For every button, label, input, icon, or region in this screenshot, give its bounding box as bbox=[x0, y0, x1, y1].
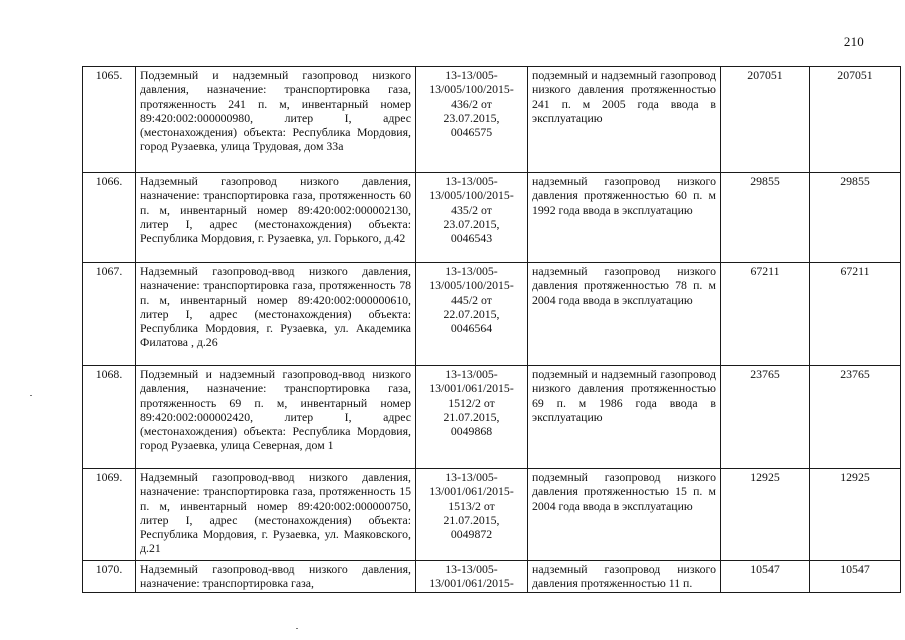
registration-line: 13/005/100/2015- bbox=[429, 188, 514, 203]
object-description-cell: Надземный газопровод-ввод низкого давления, назначение: транспортировка газа, протяженность 15 п. м, инвентарный номер 89:420:002:000000750, литер I, адрес (местонахождения) объекта: Республика Мордовия, г. Рузаевка, ул. Маяковского, д.21 bbox=[136, 469, 416, 561]
registration-line: 1513/2 от bbox=[448, 498, 495, 513]
value-cell-1: 29855 bbox=[721, 173, 810, 263]
table-row bbox=[83, 263, 901, 366]
row-number-cell: 1068. bbox=[83, 366, 136, 469]
object-description-cell: Надземный газопровод низкого давления, назначение: транспортировка газа, протяженность 60 п. м, инвентарный номер 89:420:002:000002130, литер I, адрес (местонахождения) объекта: Республика Мордовия, г. Рузаевка, ул. Горького, д.42 bbox=[136, 173, 416, 263]
registration-record-cell bbox=[416, 561, 528, 593]
scan-speck bbox=[30, 395, 32, 396]
row-number-cell: 1069. bbox=[83, 469, 136, 561]
table-row bbox=[83, 469, 901, 561]
value-cell-1: 12925 bbox=[721, 469, 810, 561]
registration-record-cell bbox=[416, 366, 528, 469]
value-cell-1: 67211 bbox=[721, 263, 810, 366]
registration-record-cell bbox=[416, 469, 528, 561]
value-cell-2: 23765 bbox=[810, 366, 901, 469]
registration-line: 22.07.2015, bbox=[443, 306, 500, 321]
registration-line: 0046564 bbox=[450, 321, 493, 336]
row-number-cell: 1067. bbox=[83, 263, 136, 366]
object-description-cell: Подземный и надземный газопровод-ввод низкого давления, назначение: транспортировка газа, протяженность 69 п. м, инвентарный номер 89:420:002:000002420, литер I, адрес (местонахождения) объекта: Республика Мордовия, город Рузаевка, улица Северная, дом 1 bbox=[136, 366, 416, 469]
value-cell-1: 207051 bbox=[721, 67, 810, 173]
registration-line: 13/001/061/2015- bbox=[429, 484, 514, 499]
registration-line: 13-13/005- bbox=[445, 68, 498, 82]
table-row bbox=[83, 561, 901, 593]
page-number: 210 bbox=[843, 34, 864, 49]
object-description-cell: Подземный и надземный газопровод низкого давления, назначение: транспортировка газа, протяженность 241 п. м, инвентарный номер 89:420:002:000000980, литер I, адрес (местонахождения) объекта: Республика Мордовия, город Рузаевка, улица Трудовая, дом 33а bbox=[136, 67, 416, 173]
registration-line: 23.07.2015, bbox=[443, 110, 500, 125]
registration-line: 21.07.2015, bbox=[443, 409, 500, 424]
register-body bbox=[83, 67, 901, 593]
registration-line: 13-13/005- bbox=[445, 174, 498, 188]
row-number-cell: 1065. bbox=[83, 67, 136, 173]
registration-line: 0049868 bbox=[450, 424, 493, 439]
registration-line: 445/2 от bbox=[451, 292, 492, 307]
registration-line: 1512/2 от bbox=[448, 395, 495, 410]
registration-line: 23.07.2015, bbox=[443, 216, 500, 231]
registration-line: 0046543 bbox=[450, 231, 493, 246]
registration-line: 0046575 bbox=[450, 125, 493, 140]
registration-line: 13/001/061/2015- bbox=[429, 576, 514, 591]
object-characteristics-cell: надземный газопровод низкого давления протяженностью 78 п. м 2004 года ввода в эксплуатацию bbox=[528, 263, 721, 366]
value-cell-1: 10547 bbox=[721, 561, 810, 593]
value-cell-2: 10547 bbox=[810, 561, 901, 593]
value-cell-2: 12925 bbox=[810, 469, 901, 561]
table-row bbox=[83, 366, 901, 469]
registration-line: 13-13/005- bbox=[445, 367, 498, 381]
registration-line: 13-13/005- bbox=[445, 470, 498, 484]
object-characteristics-cell: надземный газопровод низкого давления протяженностью 11 п. bbox=[528, 561, 721, 593]
registration-line: 13-13/005- bbox=[445, 562, 498, 576]
value-cell-2: 207051 bbox=[810, 67, 901, 173]
table-row bbox=[83, 173, 901, 263]
object-characteristics-cell: подземный и надземный газопровод низкого давления протяженностью 241 п. м 2005 года ввода в эксплуатацию bbox=[528, 67, 721, 173]
value-cell-1: 23765 bbox=[721, 366, 810, 469]
object-description-cell: Надземный газопровод-ввод низкого давления, назначение: транспортировка газа, протяженность 78 п. м, инвентарный номер 89:420:002:000000610, литер I, адрес (местонахождения) объекта: Республика Мордовия, г. Рузаевка, ул. Академика Филатова , д.26 bbox=[136, 263, 416, 366]
object-description-cell: Надземный газопровод-ввод низкого давления, назначение: транспортировка газа, bbox=[136, 561, 416, 593]
registration-line: 435/2 от bbox=[451, 202, 492, 217]
row-number-cell: 1070. bbox=[83, 561, 136, 593]
row-number-cell: 1066. bbox=[83, 173, 136, 263]
scan-speck bbox=[296, 628, 298, 629]
registration-record-cell bbox=[416, 67, 528, 173]
registration-record-cell bbox=[416, 173, 528, 263]
object-characteristics-cell: подземный и надземный газопровод низкого давления протяженностью 69 п. м 1986 года ввода в эксплуатацию bbox=[528, 366, 721, 469]
registration-line: 13/005/100/2015- bbox=[429, 82, 514, 97]
table-row bbox=[83, 67, 901, 173]
registration-line: 21.07.2015, bbox=[443, 512, 500, 527]
property-register-table bbox=[82, 66, 901, 593]
registration-line: 0049872 bbox=[450, 527, 493, 542]
registration-line: 13/001/061/2015- bbox=[429, 381, 514, 396]
registration-line: 436/2 от bbox=[451, 96, 492, 111]
registration-line: 13/005/100/2015- bbox=[429, 278, 514, 293]
object-characteristics-cell: надземный газопровод низкого давления протяженностью 60 п. м 1992 года ввода в эксплуатацию bbox=[528, 173, 721, 263]
value-cell-2: 29855 bbox=[810, 173, 901, 263]
registration-record-cell bbox=[416, 263, 528, 366]
value-cell-2: 67211 bbox=[810, 263, 901, 366]
registration-line: 13-13/005- bbox=[445, 264, 498, 278]
object-characteristics-cell: подземный газопровод низкого давления протяженностью 15 п. м 2004 года ввода в эксплуатацию bbox=[528, 469, 721, 561]
